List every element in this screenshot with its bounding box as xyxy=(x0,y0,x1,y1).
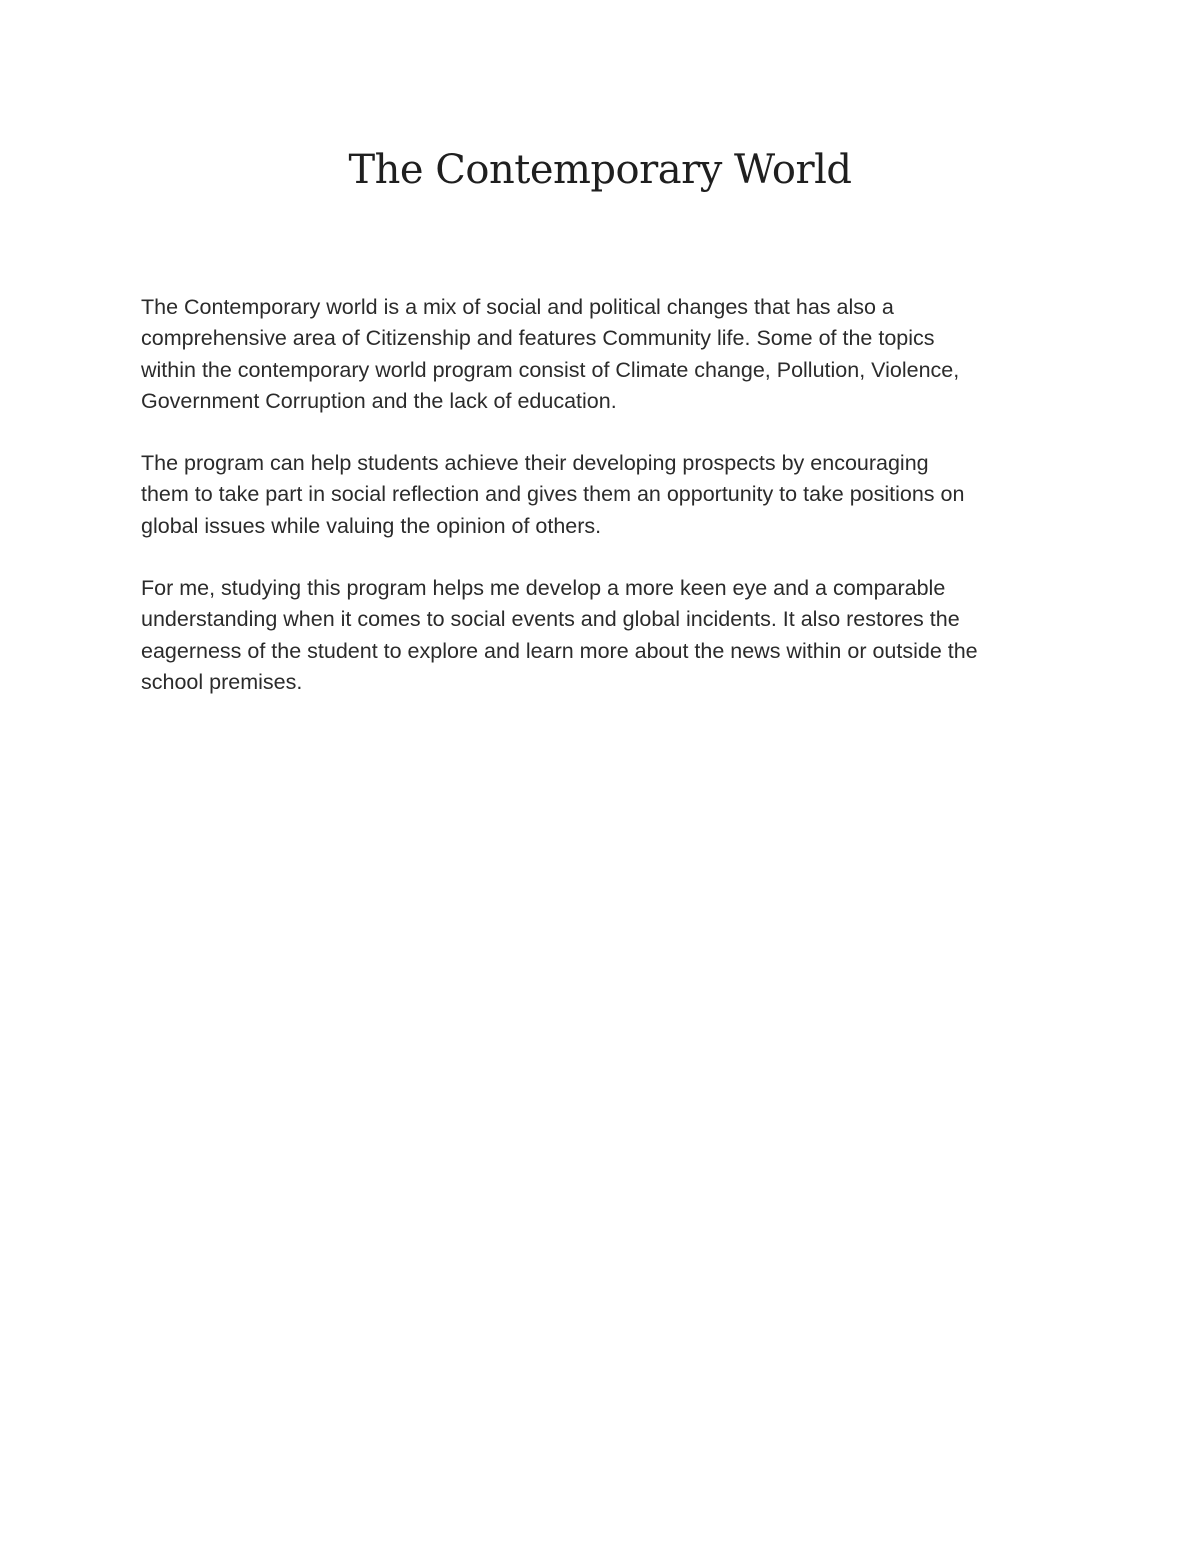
body-paragraph-1: The Contemporary world is a mix of social and political changes that has also a comprehensive area of Citizenship and features Community life. Some of the topics within the contemporary world program consist of Climate change, Pollution, Violence, Government Corruption and the lack of education. xyxy=(141,295,960,413)
body-paragraph-3: For me, studying this program helps me develop a more keen eye and a comparable understanding when it comes to social events and global incidents. It also restores the eagerness of the student to explore and learn more about the news within or outside the school premises. xyxy=(141,576,978,694)
document-body xyxy=(141,292,1066,729)
body-paragraph-2: The program can help students achieve their developing prospects by encouraging them to take part in social reflection and gives them an opportunity to take positions on global issues while valuing the opinion of others. xyxy=(141,451,965,538)
document-title: The Contemporary World xyxy=(348,147,852,193)
